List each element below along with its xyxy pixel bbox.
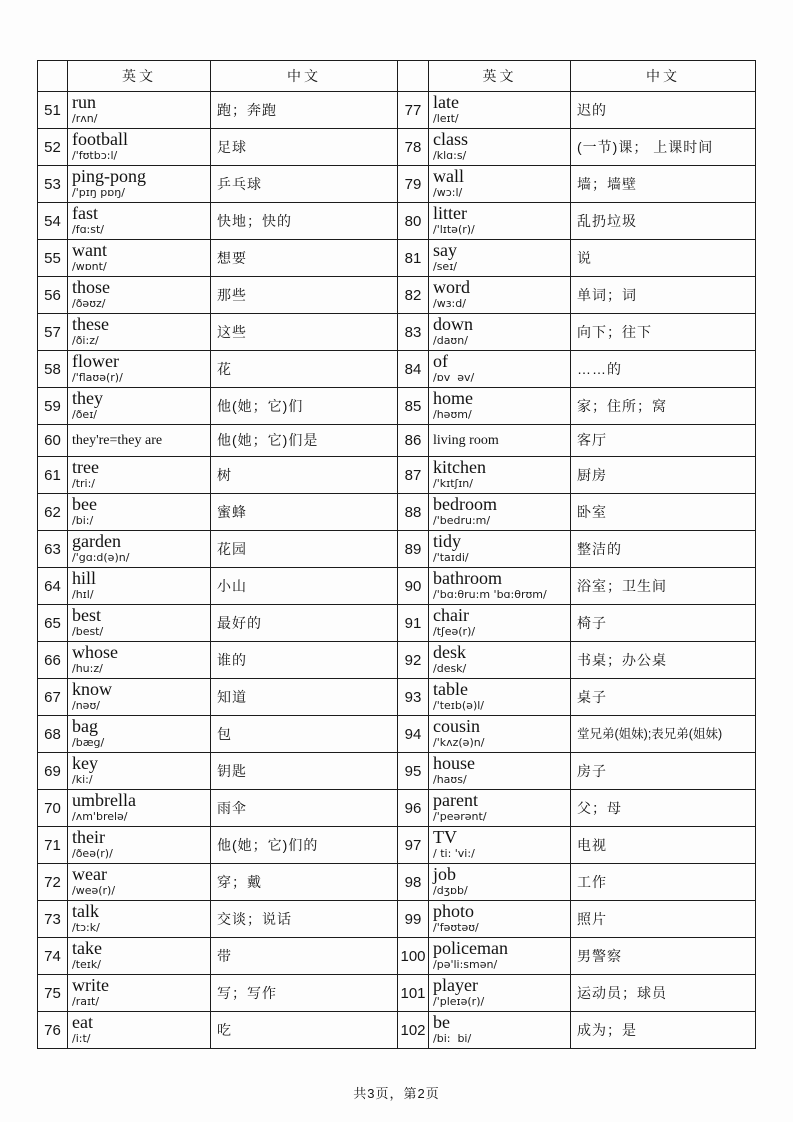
english-cell bbox=[429, 240, 571, 277]
english-cell bbox=[429, 864, 571, 901]
english-word: eat bbox=[72, 1012, 93, 1032]
phonetic-transcription: /'fəʊtəʊ/ bbox=[433, 921, 479, 934]
english-word: fast bbox=[72, 203, 98, 223]
table-row bbox=[38, 568, 756, 605]
chinese-meaning: 房子 bbox=[571, 753, 756, 790]
word-number: 82 bbox=[398, 277, 429, 314]
english-cell bbox=[68, 531, 211, 568]
table-row bbox=[38, 457, 756, 494]
english-word: down bbox=[433, 314, 473, 334]
table-row bbox=[38, 642, 756, 679]
english-word: player bbox=[433, 975, 478, 995]
table-row bbox=[38, 351, 756, 388]
english-word: those bbox=[72, 277, 110, 297]
word-number: 98 bbox=[398, 864, 429, 901]
word-number: 86 bbox=[398, 425, 429, 457]
english-cell bbox=[68, 975, 211, 1012]
phonetic-transcription: /teɪk/ bbox=[72, 958, 101, 971]
chinese-meaning: 说 bbox=[571, 240, 756, 277]
english-word: say bbox=[433, 240, 457, 260]
chinese-meaning: 跑；奔跑 bbox=[211, 92, 398, 129]
word-number: 54 bbox=[38, 203, 68, 240]
header-number-left bbox=[38, 61, 68, 92]
phonetic-transcription: /desk/ bbox=[433, 662, 467, 675]
word-number: 95 bbox=[398, 753, 429, 790]
chinese-meaning: 客厅 bbox=[571, 425, 756, 457]
phonetic-transcription: /'pɪŋ pɒŋ/ bbox=[72, 186, 125, 199]
table-row bbox=[38, 494, 756, 531]
word-number: 63 bbox=[38, 531, 68, 568]
english-cell bbox=[68, 753, 211, 790]
chinese-meaning: 带 bbox=[211, 938, 398, 975]
table-row bbox=[38, 277, 756, 314]
english-cell bbox=[68, 901, 211, 938]
phonetic-transcription: /'lɪtə(r)/ bbox=[433, 223, 475, 236]
table-row bbox=[38, 605, 756, 642]
chinese-meaning: 成为；是 bbox=[571, 1012, 756, 1049]
phonetic-transcription: /'gɑ:d(ə)n/ bbox=[72, 551, 130, 564]
phonetic-transcription: /i:t/ bbox=[72, 1032, 91, 1045]
english-word: word bbox=[433, 277, 470, 297]
chinese-meaning: 家；住所；窝 bbox=[571, 388, 756, 425]
english-cell bbox=[429, 166, 571, 203]
page-footer: 共3页，第2页 bbox=[353, 1086, 440, 1101]
english-word: best bbox=[72, 605, 101, 625]
english-word: policeman bbox=[433, 938, 508, 958]
english-word: key bbox=[72, 753, 98, 773]
chinese-meaning: 花园 bbox=[211, 531, 398, 568]
word-number: 76 bbox=[38, 1012, 68, 1049]
chinese-meaning: 乒乓球 bbox=[211, 166, 398, 203]
word-number: 59 bbox=[38, 388, 68, 425]
vocabulary-table bbox=[37, 60, 756, 1049]
phonetic-transcription: /hu:z/ bbox=[72, 662, 103, 675]
phonetic-transcription: / ti: 'vi:/ bbox=[433, 847, 475, 860]
english-cell bbox=[68, 494, 211, 531]
chinese-meaning: 运动员；球员 bbox=[571, 975, 756, 1012]
english-word: whose bbox=[72, 642, 118, 662]
english-cell bbox=[68, 790, 211, 827]
phonetic-transcription: /'taɪdi/ bbox=[433, 551, 469, 564]
english-cell bbox=[68, 864, 211, 901]
english-cell bbox=[429, 716, 571, 753]
word-number: 75 bbox=[38, 975, 68, 1012]
phonetic-transcription: /weə(r)/ bbox=[72, 884, 116, 897]
phonetic-transcription: /raɪt/ bbox=[72, 995, 100, 1008]
chinese-meaning: 墙；墙壁 bbox=[571, 166, 756, 203]
word-number: 53 bbox=[38, 166, 68, 203]
english-word: chair bbox=[433, 605, 469, 625]
english-word: class bbox=[433, 129, 468, 149]
chinese-meaning: (一节)课； 上课时间 bbox=[571, 129, 756, 166]
english-cell bbox=[68, 827, 211, 864]
phonetic-transcription: /ðəʊz/ bbox=[72, 297, 106, 310]
english-word: table bbox=[433, 679, 468, 699]
chinese-meaning: 他(她；它)们的 bbox=[211, 827, 398, 864]
table-row bbox=[38, 827, 756, 864]
table-row bbox=[38, 938, 756, 975]
english-cell bbox=[429, 901, 571, 938]
english-word: run bbox=[72, 92, 96, 112]
table-row bbox=[38, 531, 756, 568]
phonetic-transcription: /rʌn/ bbox=[72, 112, 98, 125]
english-cell bbox=[429, 679, 571, 716]
english-word: late bbox=[433, 92, 459, 112]
english-cell bbox=[429, 753, 571, 790]
word-number: 66 bbox=[38, 642, 68, 679]
header-number-right bbox=[398, 61, 429, 92]
english-cell bbox=[68, 679, 211, 716]
chinese-meaning: ……的 bbox=[571, 351, 756, 388]
word-number: 89 bbox=[398, 531, 429, 568]
header-chinese-right: 中文 bbox=[571, 61, 756, 92]
english-cell bbox=[429, 531, 571, 568]
header-english-right: 英文 bbox=[429, 61, 571, 92]
phonetic-transcription: /wɔ:l/ bbox=[433, 186, 463, 199]
english-word: bedroom bbox=[433, 494, 497, 514]
chinese-meaning: 浴室；卫生间 bbox=[571, 568, 756, 605]
english-word: write bbox=[72, 975, 109, 995]
english-word: kitchen bbox=[433, 457, 486, 477]
chinese-meaning: 这些 bbox=[211, 314, 398, 351]
word-number: 58 bbox=[38, 351, 68, 388]
header-row bbox=[38, 61, 756, 92]
word-number: 64 bbox=[38, 568, 68, 605]
english-cell bbox=[68, 203, 211, 240]
table-row bbox=[38, 1012, 756, 1049]
word-number: 51 bbox=[38, 92, 68, 129]
chinese-meaning: 照片 bbox=[571, 901, 756, 938]
phonetic-transcription: /wɒnt/ bbox=[72, 260, 107, 273]
phonetic-transcription: /bi: bi/ bbox=[433, 1032, 472, 1045]
table-row bbox=[38, 166, 756, 203]
english-word: parent bbox=[433, 790, 478, 810]
phonetic-transcription: /'bedru:m/ bbox=[433, 514, 491, 527]
english-word: wall bbox=[433, 166, 464, 186]
word-number: 83 bbox=[398, 314, 429, 351]
word-number: 73 bbox=[38, 901, 68, 938]
english-word: be bbox=[433, 1012, 450, 1032]
word-number: 55 bbox=[38, 240, 68, 277]
phonetic-transcription: /tʃeə(r)/ bbox=[433, 625, 476, 638]
word-number: 62 bbox=[38, 494, 68, 531]
chinese-meaning: 写；写作 bbox=[211, 975, 398, 1012]
word-number: 77 bbox=[398, 92, 429, 129]
english-cell bbox=[68, 716, 211, 753]
phonetic-transcription: /bæg/ bbox=[72, 736, 105, 749]
word-number: 99 bbox=[398, 901, 429, 938]
chinese-meaning: 桌子 bbox=[571, 679, 756, 716]
phonetic-transcription: /haʊs/ bbox=[433, 773, 467, 786]
chinese-meaning: 蜜蜂 bbox=[211, 494, 398, 531]
english-cell bbox=[68, 314, 211, 351]
phonetic-transcription: /fɑ:st/ bbox=[72, 223, 105, 236]
word-number: 69 bbox=[38, 753, 68, 790]
phonetic-transcription: /seɪ/ bbox=[433, 260, 457, 273]
english-cell bbox=[429, 827, 571, 864]
phonetic-transcription: /'fʊtbɔ:l/ bbox=[72, 149, 118, 162]
english-word: talk bbox=[72, 901, 99, 921]
english-word: job bbox=[433, 864, 457, 884]
header-chinese-left: 中文 bbox=[211, 61, 398, 92]
english-word: desk bbox=[433, 642, 466, 662]
english-cell bbox=[429, 92, 571, 129]
phonetic-transcription: /tri:/ bbox=[72, 477, 96, 490]
word-number: 93 bbox=[398, 679, 429, 716]
chinese-meaning: 想要 bbox=[211, 240, 398, 277]
word-number: 68 bbox=[38, 716, 68, 753]
english-cell bbox=[68, 166, 211, 203]
word-number: 84 bbox=[398, 351, 429, 388]
english-cell bbox=[68, 605, 211, 642]
chinese-meaning: 钥匙 bbox=[211, 753, 398, 790]
english-cell bbox=[68, 351, 211, 388]
phonetic-transcription: /pə'li:smən/ bbox=[433, 958, 498, 971]
english-cell bbox=[68, 129, 211, 166]
english-cell bbox=[429, 1012, 571, 1049]
english-cell bbox=[429, 314, 571, 351]
table-row bbox=[38, 901, 756, 938]
word-number: 101 bbox=[398, 975, 429, 1012]
table-row bbox=[38, 864, 756, 901]
word-number: 78 bbox=[398, 129, 429, 166]
english-word: TV bbox=[433, 827, 457, 847]
english-word: garden bbox=[72, 531, 121, 551]
phonetic-transcription: /'flaʊə(r)/ bbox=[72, 371, 123, 384]
english-word: cousin bbox=[433, 716, 480, 736]
english-cell bbox=[68, 92, 211, 129]
phonetic-transcription: /'bɑ:θru:m 'bɑ:θrʊm/ bbox=[433, 588, 547, 601]
chinese-meaning: 迟的 bbox=[571, 92, 756, 129]
phonetic-transcription: /ðeɪ/ bbox=[72, 408, 97, 421]
chinese-meaning: 最好的 bbox=[211, 605, 398, 642]
english-word: photo bbox=[433, 901, 475, 921]
table-row bbox=[38, 716, 756, 753]
english-cell bbox=[68, 938, 211, 975]
chinese-meaning: 树 bbox=[211, 457, 398, 494]
chinese-meaning: 交谈；说话 bbox=[211, 901, 398, 938]
chinese-meaning: 书桌；办公桌 bbox=[571, 642, 756, 679]
chinese-meaning: 向下；往下 bbox=[571, 314, 756, 351]
english-word: bee bbox=[72, 494, 97, 514]
chinese-meaning: 知道 bbox=[211, 679, 398, 716]
english-cell bbox=[68, 277, 211, 314]
table-row bbox=[38, 425, 756, 457]
chinese-meaning: 乱扔垃圾 bbox=[571, 203, 756, 240]
word-number: 87 bbox=[398, 457, 429, 494]
english-word: house bbox=[433, 753, 475, 773]
table-row bbox=[38, 790, 756, 827]
english-word: flower bbox=[72, 351, 119, 371]
word-number: 74 bbox=[38, 938, 68, 975]
chinese-meaning: 椅子 bbox=[571, 605, 756, 642]
table-row bbox=[38, 679, 756, 716]
word-number: 56 bbox=[38, 277, 68, 314]
phonetic-transcription: /klɑ:s/ bbox=[433, 149, 467, 162]
phonetic-transcription: /'pleɪə(r)/ bbox=[433, 995, 485, 1008]
phonetic-transcription: /'kʌz(ə)n/ bbox=[433, 736, 485, 749]
english-word: bag bbox=[72, 716, 98, 736]
english-word: living room bbox=[433, 433, 499, 448]
phonetic-transcription: /ki:/ bbox=[72, 773, 93, 786]
english-word: know bbox=[72, 679, 112, 699]
english-word: tidy bbox=[433, 531, 462, 551]
table-row bbox=[38, 203, 756, 240]
english-cell bbox=[68, 425, 211, 457]
word-number: 57 bbox=[38, 314, 68, 351]
word-number: 80 bbox=[398, 203, 429, 240]
phonetic-transcription: /ɒv əv/ bbox=[433, 371, 475, 384]
english-cell bbox=[429, 605, 571, 642]
word-number: 90 bbox=[398, 568, 429, 605]
phonetic-transcription: /dʒɒb/ bbox=[433, 884, 468, 897]
english-cell bbox=[429, 277, 571, 314]
english-word: tree bbox=[72, 457, 99, 477]
english-cell bbox=[68, 568, 211, 605]
word-number: 100 bbox=[398, 938, 429, 975]
english-cell bbox=[429, 790, 571, 827]
chinese-meaning: 厨房 bbox=[571, 457, 756, 494]
english-word: umbrella bbox=[72, 790, 136, 810]
english-cell bbox=[429, 388, 571, 425]
word-number: 61 bbox=[38, 457, 68, 494]
english-word: bathroom bbox=[433, 568, 502, 588]
english-word: home bbox=[433, 388, 473, 408]
chinese-meaning: 堂兄弟(姐妹);表兄弟(姐妹) bbox=[571, 716, 756, 753]
word-number: 92 bbox=[398, 642, 429, 679]
english-cell bbox=[429, 494, 571, 531]
chinese-meaning: 整洁的 bbox=[571, 531, 756, 568]
word-number: 65 bbox=[38, 605, 68, 642]
table-row bbox=[38, 129, 756, 166]
word-number: 97 bbox=[398, 827, 429, 864]
chinese-meaning: 那些 bbox=[211, 277, 398, 314]
english-word: hill bbox=[72, 568, 97, 588]
chinese-meaning: 他(她；它)们是 bbox=[211, 425, 398, 457]
english-cell bbox=[429, 642, 571, 679]
word-number: 102 bbox=[398, 1012, 429, 1049]
chinese-meaning: 父；母 bbox=[571, 790, 756, 827]
english-word: want bbox=[72, 240, 107, 260]
word-number: 91 bbox=[398, 605, 429, 642]
chinese-meaning: 单词；词 bbox=[571, 277, 756, 314]
english-word: their bbox=[72, 827, 105, 847]
english-word: wear bbox=[72, 864, 107, 884]
english-word: these bbox=[72, 314, 109, 334]
word-number: 81 bbox=[398, 240, 429, 277]
english-word: ping-pong bbox=[72, 166, 146, 186]
english-cell bbox=[68, 1012, 211, 1049]
phonetic-transcription: /ðeə(r)/ bbox=[72, 847, 113, 860]
word-number: 52 bbox=[38, 129, 68, 166]
phonetic-transcription: /nəʊ/ bbox=[72, 699, 100, 712]
english-cell bbox=[68, 388, 211, 425]
phonetic-transcription: /daʊn/ bbox=[433, 334, 468, 347]
word-number: 94 bbox=[398, 716, 429, 753]
chinese-meaning: 谁的 bbox=[211, 642, 398, 679]
english-cell bbox=[429, 203, 571, 240]
word-number: 72 bbox=[38, 864, 68, 901]
phonetic-transcription: /'kɪtʃɪn/ bbox=[433, 477, 473, 490]
phonetic-transcription: /tɔ:k/ bbox=[72, 921, 100, 934]
table-row bbox=[38, 240, 756, 277]
chinese-meaning: 工作 bbox=[571, 864, 756, 901]
chinese-meaning: 包 bbox=[211, 716, 398, 753]
phonetic-transcription: /'teɪb(ə)l/ bbox=[433, 699, 484, 712]
word-number: 70 bbox=[38, 790, 68, 827]
english-cell bbox=[429, 457, 571, 494]
english-word: take bbox=[72, 938, 102, 958]
english-cell bbox=[429, 975, 571, 1012]
header-english-left: 英文 bbox=[68, 61, 211, 92]
chinese-meaning: 卧室 bbox=[571, 494, 756, 531]
english-cell bbox=[68, 642, 211, 679]
phonetic-transcription: /ði:z/ bbox=[72, 334, 99, 347]
word-number: 96 bbox=[398, 790, 429, 827]
chinese-meaning: 穿；戴 bbox=[211, 864, 398, 901]
chinese-meaning: 足球 bbox=[211, 129, 398, 166]
chinese-meaning: 吃 bbox=[211, 1012, 398, 1049]
table-row bbox=[38, 314, 756, 351]
table-row bbox=[38, 388, 756, 425]
phonetic-transcription: /həʊm/ bbox=[433, 408, 472, 421]
english-cell bbox=[429, 425, 571, 457]
english-cell bbox=[429, 568, 571, 605]
chinese-meaning: 他(她；它)们 bbox=[211, 388, 398, 425]
chinese-meaning: 小山 bbox=[211, 568, 398, 605]
word-number: 71 bbox=[38, 827, 68, 864]
english-cell bbox=[429, 129, 571, 166]
english-word: football bbox=[72, 129, 128, 149]
english-word: of bbox=[433, 351, 448, 371]
word-number: 79 bbox=[398, 166, 429, 203]
word-number: 67 bbox=[38, 679, 68, 716]
chinese-meaning: 花 bbox=[211, 351, 398, 388]
chinese-meaning: 男警察 bbox=[571, 938, 756, 975]
english-cell bbox=[429, 938, 571, 975]
word-number: 85 bbox=[398, 388, 429, 425]
english-cell bbox=[429, 351, 571, 388]
phonetic-transcription: /'peərənt/ bbox=[433, 810, 487, 823]
english-cell bbox=[68, 240, 211, 277]
chinese-meaning: 快地；快的 bbox=[211, 203, 398, 240]
phonetic-transcription: /leɪt/ bbox=[433, 112, 459, 125]
english-cell bbox=[68, 457, 211, 494]
phonetic-transcription: /wɜ:d/ bbox=[433, 297, 466, 310]
english-word: they bbox=[72, 388, 103, 408]
word-number: 88 bbox=[398, 494, 429, 531]
english-word: litter bbox=[433, 203, 467, 223]
phonetic-transcription: /best/ bbox=[72, 625, 104, 638]
phonetic-transcription: /ʌm'brelə/ bbox=[72, 810, 128, 823]
phonetic-transcription: /hɪl/ bbox=[72, 588, 94, 601]
english-word: they're=they are bbox=[72, 433, 163, 448]
chinese-meaning: 电视 bbox=[571, 827, 756, 864]
table-row bbox=[38, 975, 756, 1012]
table-row bbox=[38, 753, 756, 790]
table-row bbox=[38, 92, 756, 129]
chinese-meaning: 雨伞 bbox=[211, 790, 398, 827]
word-number: 60 bbox=[38, 425, 68, 457]
phonetic-transcription: /bi:/ bbox=[72, 514, 94, 527]
